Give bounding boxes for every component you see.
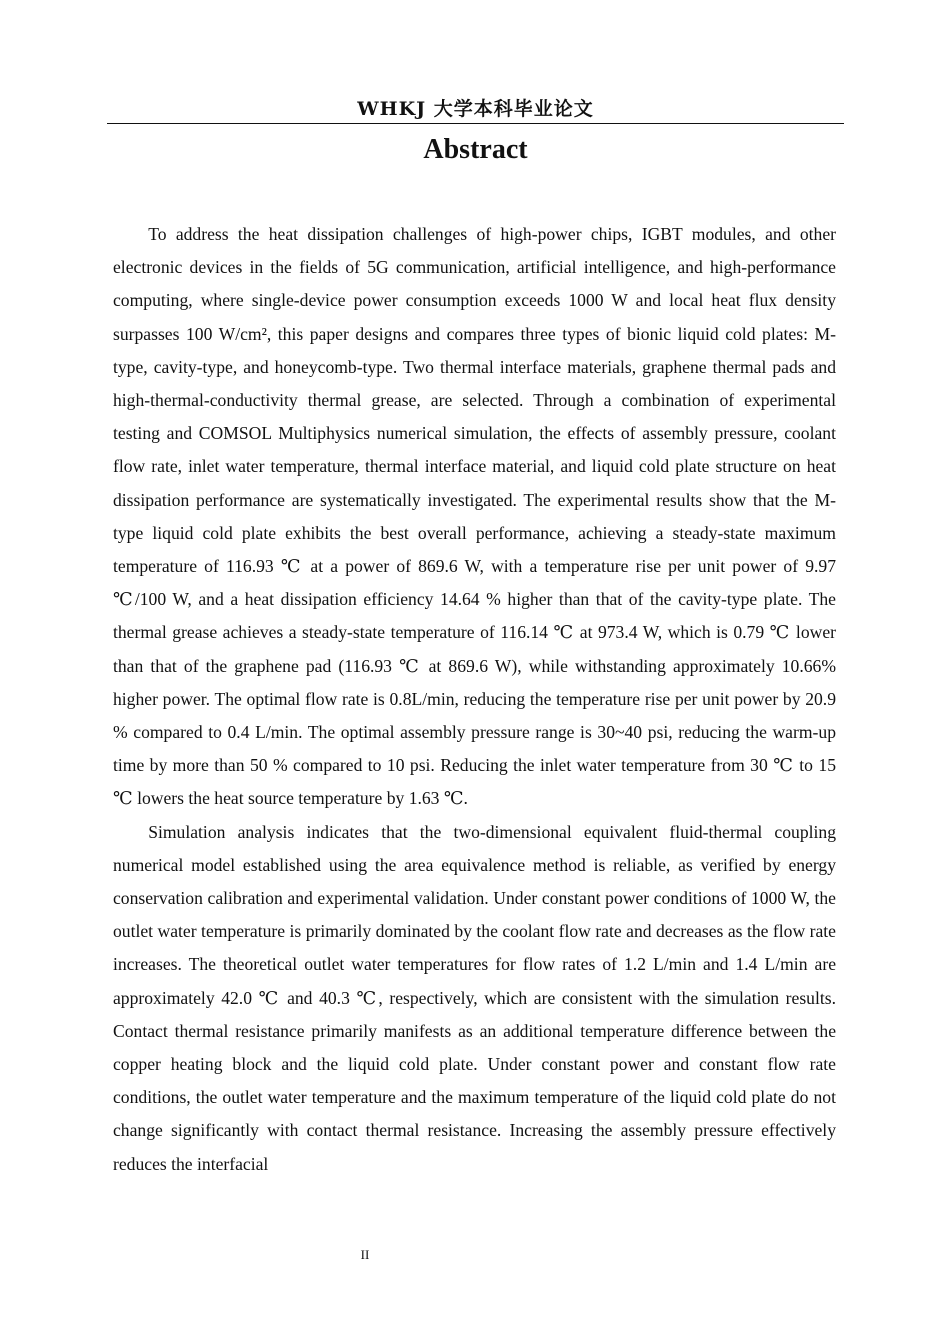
running-header-title: WHKJ 大学本科毕业论文 [357,98,594,120]
header-divider [107,123,844,124]
abstract-paragraph-2: Simulation analysis indicates that the two-dimensional equivalent fluid-thermal coupling numerical model established using the area equivalence method is reliable, as verified by energy conservation calibration and experimental validation. Under constant power conditions of 1000 W, the outlet water temperature is primarily dominated by the coolant flow rate and decreases as the flow rate increases. The theoretical outlet water temperatures for flow rates of 1.2 L/min and 1.4 L/min are approximately 42.0 ℃ and 40.3 ℃, respectively, which are consistent with the simulation results. Contact thermal resistance primarily manifests as an additional temperature difference between the copper heating block and the liquid cold plate. Under constant power and constant flow rate conditions, the outlet water temperature and the maximum temperature of the liquid cold plate do not change significantly with contact thermal resistance. Increasing the assembly pressure effectively reduces the interfacial [113,821,836,1174]
page-number: II [360,1247,370,1262]
abstract-heading: Abstract [423,134,528,165]
abstract-body [113,218,836,1181]
abstract-paragraph-1: To address the heat dissipation challenges of high-power chips, IGBT modules, and other electronic devices in the fields of 5G communication, artificial intelligence, and high-performance computing, where single-device power consumption exceeds 1000 W and local heat flux density surpasses 100 W/cm², this paper designs and compares three types of bionic liquid cold plates: M-type, cavity-type, and honeycomb-type. Two thermal interface materials, graphene thermal pads and high-thermal-conductivity thermal grease, are selected. Through a combination of experimental testing and COMSOL Multiphysics numerical simulation, the effects of assembly pressure, coolant flow rate, inlet water temperature, thermal interface material, and liquid cold plate structure on heat dissipation performance are systematically investigated. The experimental results show that the M-type liquid cold plate exhibits the best overall performance, achieving a steady-state maximum temperature of 116.93 ℃ at a power of 869.6 W, with a temperature rise per unit power of 9.97 ℃/100 W, and a heat dissipation efficiency 14.64 % higher than that of the cavity-type plate. The thermal grease achieves a steady-state temperature of 116.14 ℃ at 973.4 W, which is 0.79 ℃ lower than that of the graphene pad (116.93 ℃ at 869.6 W), while withstanding approximately 10.66% higher power. The optimal flow rate is 0.8L/min, reducing the temperature rise per unit power by 20.9 % compared to 0.4 L/min. The optimal assembly pressure range is 30~40 psi, reducing the warm-up time by more than 50 % compared to 10 psi. Reducing the inlet water temperature from 30 ℃ to 15 ℃ lowers the heat source temperature by 1.63 ℃. [113,224,836,809]
